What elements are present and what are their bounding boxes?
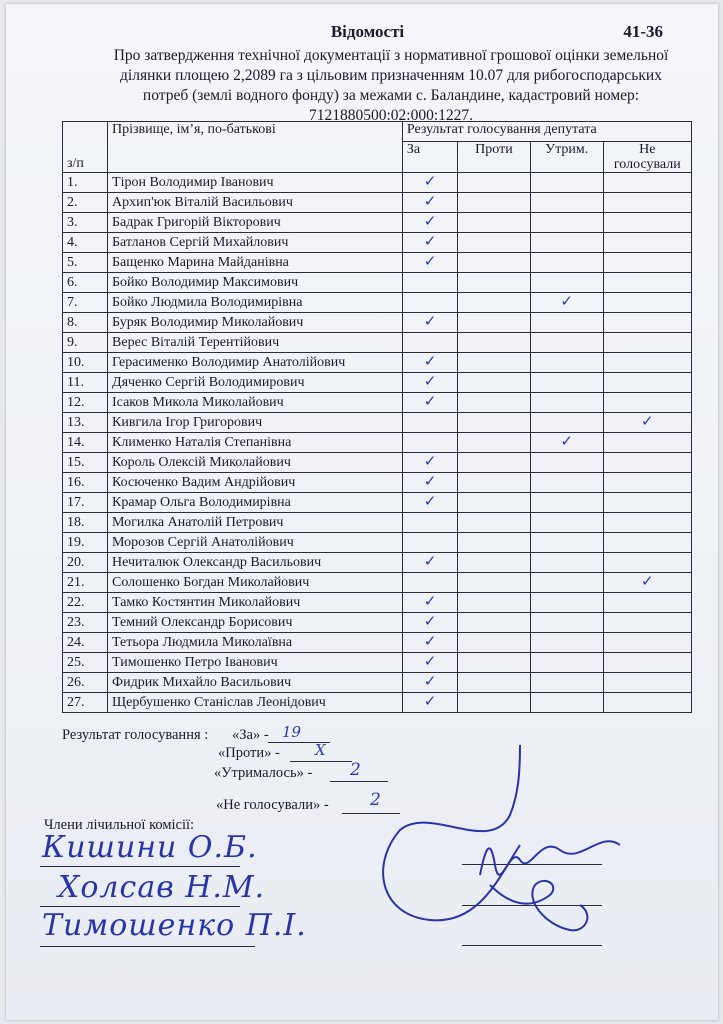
vote-cell-for [402, 633, 457, 653]
signature-line-2 [40, 906, 240, 907]
vote-cell-against [458, 293, 531, 313]
row-name: Фидрик Михайло Васильович [108, 673, 403, 693]
row-number: 8. [63, 313, 108, 333]
row-number: 6. [63, 273, 108, 293]
checkmark-icon: ✓ [423, 612, 437, 630]
vote-cell-against [458, 653, 531, 673]
checkmark-icon: ✓ [423, 672, 437, 690]
row-number: 24. [63, 633, 108, 653]
signature-line-3 [40, 946, 255, 947]
vote-cell-for [402, 693, 457, 713]
row-name: Буряк Володимир Миколайович [108, 313, 403, 333]
summary-novote-label: «Не голосували» - [216, 797, 329, 813]
table-row [63, 633, 692, 653]
vote-cell-novote [603, 413, 691, 433]
table-row [63, 533, 692, 553]
vote-cell-for [402, 413, 457, 433]
table-row [63, 353, 692, 373]
vote-cell-against [458, 453, 531, 473]
vote-cell-novote [603, 293, 691, 313]
vote-cell-novote [603, 273, 691, 293]
vote-cell-against [458, 613, 531, 633]
vote-cell-against [458, 533, 531, 553]
vote-cell-against [458, 493, 531, 513]
commission-signature-1: Кишини О.Б. [42, 830, 258, 865]
row-number: 13. [63, 413, 108, 433]
row-name: Тимошенко Петро Іванович [108, 653, 403, 673]
row-number: 2. [63, 193, 108, 213]
vote-cell-against [458, 173, 531, 193]
table-row [63, 553, 692, 573]
row-number: 26. [63, 673, 108, 693]
vote-cell-novote [603, 633, 691, 653]
checkmark-icon: ✓ [641, 572, 654, 590]
row-number: 11. [63, 373, 108, 393]
vote-cell-abstain [530, 173, 603, 193]
vote-cell-abstain [530, 493, 603, 513]
vote-cell-novote [603, 533, 691, 553]
vote-cell-for [402, 673, 457, 693]
vote-cell-abstain [530, 333, 603, 353]
row-name: Батланов Сергій Михайлович [108, 233, 403, 253]
table-row [63, 213, 692, 233]
row-number: 9. [63, 333, 108, 353]
vote-cell-novote [603, 373, 691, 393]
vote-cell-novote [603, 173, 691, 193]
checkmark-icon: ✓ [423, 212, 437, 230]
vote-cell-novote [603, 573, 691, 593]
checkmark-icon: ✓ [423, 552, 437, 570]
vote-cell-novote [603, 673, 691, 693]
vote-cell-novote [603, 593, 691, 613]
vote-cell-novote [603, 233, 691, 253]
vote-cell-for [402, 393, 457, 413]
checkmark-icon: ✓ [423, 352, 437, 370]
vote-cell-novote [603, 473, 691, 493]
table-row [63, 693, 692, 713]
vote-cell-abstain [530, 433, 603, 453]
row-number: 25. [63, 653, 108, 673]
vote-cell-abstain [530, 453, 603, 473]
row-name: Верес Віталій Терентійович [108, 333, 403, 353]
summary-against-line [290, 761, 352, 762]
row-name: Бойко Володимир Максимович [108, 273, 403, 293]
vote-cell-for [402, 473, 457, 493]
row-name: Тірон Володимир Іванович [108, 173, 403, 193]
vote-cell-novote [603, 493, 691, 513]
vote-cell-novote [603, 453, 691, 473]
summary-for-label: «За» - [232, 727, 269, 743]
row-name: Солошенко Богдан Миколайович [108, 573, 403, 593]
vote-cell-novote [603, 693, 691, 713]
vote-cell-novote [603, 313, 691, 333]
document-subtitle: Про затвердження технічної документації з нормативної грошової оцінки земельної ділянки площею 2,2089 га з цільовим призначенням 10.07 для рибогосподарських потреб (землі водного фонду) за межами с. Баландине, кадастровий номер: 7121880500:02:000:1227. [113, 47, 669, 124]
vote-cell-for [402, 313, 457, 333]
vote-cell-for [402, 453, 457, 473]
signature-stroke-lower [490, 881, 587, 930]
vote-cell-against [458, 313, 531, 333]
vote-cell-for [402, 613, 457, 633]
vote-cell-against [458, 433, 531, 453]
vote-cell-novote [603, 193, 691, 213]
vote-cell-for [402, 653, 457, 673]
row-name: Косюченко Вадим Андрійович [108, 473, 403, 493]
vote-cell-against [458, 333, 531, 353]
commission-signature-3: Тимошенко П.І. [42, 908, 307, 943]
vote-cell-against [458, 473, 531, 493]
col-for-header: За [402, 142, 457, 173]
col-num-header: з/п [63, 122, 108, 173]
row-name: Герасименко Володимир Анатолійович [108, 353, 403, 373]
checkmark-icon: ✓ [423, 652, 437, 670]
table-row [63, 333, 692, 353]
checkmark-icon: ✓ [423, 172, 437, 190]
vote-cell-abstain [530, 413, 603, 433]
row-number: 14. [63, 433, 108, 453]
vote-cell-novote [603, 653, 691, 673]
table-row [63, 453, 692, 473]
table-row [63, 653, 692, 673]
vote-cell-against [458, 353, 531, 373]
row-name: Бащенко Марина Майданівна [108, 253, 403, 273]
vote-cell-against [458, 213, 531, 233]
vote-cell-abstain [530, 293, 603, 313]
row-name: Дяченко Сергій Володимирович [108, 373, 403, 393]
row-number: 20. [63, 553, 108, 573]
summary-novote-value: 2 [370, 790, 381, 810]
row-number: 3. [63, 213, 108, 233]
table-row [63, 253, 692, 273]
table-row [63, 273, 692, 293]
vote-cell-novote [603, 613, 691, 633]
vote-cell-abstain [530, 673, 603, 693]
vote-cell-novote [603, 253, 691, 273]
vote-cell-abstain [530, 533, 603, 553]
vote-cell-against [458, 693, 531, 713]
vote-cell-novote [603, 553, 691, 573]
vote-cell-against [458, 513, 531, 533]
vote-cell-novote [603, 393, 691, 413]
row-number: 27. [63, 693, 108, 713]
row-name: Ісаков Микола Миколайович [108, 393, 403, 413]
summary-against-label: «Проти» - [218, 745, 280, 761]
col-result-header: Результат голосування депутата [402, 122, 691, 142]
vote-cell-novote [603, 213, 691, 233]
vote-cell-against [458, 553, 531, 573]
col-abstain-header: Утрим. [530, 142, 603, 173]
vote-cell-abstain [530, 253, 603, 273]
checkmark-icon: ✓ [641, 412, 654, 430]
row-number: 1. [63, 173, 108, 193]
vote-cell-against [458, 573, 531, 593]
checkmark-icon: ✓ [423, 492, 437, 510]
vote-cell-against [458, 393, 531, 413]
checkmark-icon: ✓ [423, 392, 437, 410]
vote-cell-abstain [530, 573, 603, 593]
checkmark-icon: ✓ [560, 292, 573, 310]
row-number: 15. [63, 453, 108, 473]
vote-cell-for [402, 553, 457, 573]
vote-cell-abstain [530, 373, 603, 393]
vote-cell-abstain [530, 213, 603, 233]
row-name: Морозов Сергій Анатолійович [108, 533, 403, 553]
row-name: Тамко Костянтин Миколайович [108, 593, 403, 613]
checkmark-icon: ✓ [423, 312, 437, 330]
vote-cell-for [402, 293, 457, 313]
vote-cell-for [402, 353, 457, 373]
handwritten-signatures [370, 735, 670, 965]
vote-cell-abstain [530, 473, 603, 493]
vote-cell-for [402, 233, 457, 253]
vote-cell-for [402, 593, 457, 613]
vote-cell-for [402, 193, 457, 213]
row-name: Кивгила Ігор Григорович [108, 413, 403, 433]
vote-cell-for [402, 573, 457, 593]
document-title: Відомості [330, 22, 405, 41]
summary-abstain-value: 2 [350, 760, 361, 780]
checkmark-icon: ✓ [423, 192, 437, 210]
vote-cell-for [402, 213, 457, 233]
vote-cell-against [458, 673, 531, 693]
vote-cell-novote [603, 353, 691, 373]
table-row [63, 593, 692, 613]
table-row [63, 673, 692, 693]
vote-cell-novote [603, 433, 691, 453]
vote-cell-against [458, 193, 531, 213]
vote-cell-for [402, 173, 457, 193]
row-name: Бойко Людмила Володимирівна [108, 293, 403, 313]
row-name: Нечиталюк Олександр Васильович [108, 553, 403, 573]
table-row [63, 413, 692, 433]
vote-cell-abstain [530, 313, 603, 333]
vote-cell-for [402, 373, 457, 393]
col-against-header: Проти [458, 142, 531, 173]
row-name: Щербушенко Станіслав Леонідович [108, 693, 403, 713]
table-row [63, 433, 692, 453]
vote-cell-abstain [530, 653, 603, 673]
document-number: 41-36 [623, 22, 663, 41]
row-name: Король Олексій Миколайович [108, 453, 403, 473]
vote-cell-abstain [530, 393, 603, 413]
vote-cell-for [402, 333, 457, 353]
row-number: 19. [63, 533, 108, 553]
vote-cell-against [458, 273, 531, 293]
row-name: Темний Олександр Борисович [108, 613, 403, 633]
table-row [63, 233, 692, 253]
col-name-header: Прізвище, ім’я, по-батькові [108, 122, 403, 173]
vote-cell-for [402, 253, 457, 273]
voting-table [62, 121, 692, 713]
vote-cell-abstain [530, 613, 603, 633]
vote-cell-abstain [530, 633, 603, 653]
vote-cell-abstain [530, 513, 603, 533]
table-row [63, 513, 692, 533]
checkmark-icon: ✓ [423, 692, 437, 710]
vote-cell-abstain [530, 193, 603, 213]
row-number: 18. [63, 513, 108, 533]
vote-cell-against [458, 633, 531, 653]
row-number: 7. [63, 293, 108, 313]
checkmark-icon: ✓ [423, 472, 437, 490]
vote-cell-novote [603, 333, 691, 353]
row-name: Бадрак Григорій Вікторович [108, 213, 403, 233]
summary-against-value: X [315, 741, 326, 759]
checkmark-icon: ✓ [423, 252, 437, 270]
table-row [63, 393, 692, 413]
checkmark-icon: ✓ [423, 232, 437, 250]
table-row [63, 313, 692, 333]
vote-cell-abstain [530, 233, 603, 253]
vote-cell-novote [603, 513, 691, 533]
row-number: 5. [63, 253, 108, 273]
checkmark-icon: ✓ [423, 452, 437, 470]
table-row [63, 493, 692, 513]
summary-for-value: 19 [282, 723, 302, 741]
table-row [63, 473, 692, 493]
row-name: Архип'юк Віталій Васильович [108, 193, 403, 213]
vote-cell-abstain [530, 693, 603, 713]
row-name: Крамар Ольга Володимирівна [108, 493, 403, 513]
vote-cell-for [402, 513, 457, 533]
vote-cell-against [458, 413, 531, 433]
vote-cell-abstain [530, 273, 603, 293]
summary-label: Результат голосування : [62, 727, 209, 743]
vote-cell-abstain [530, 593, 603, 613]
summary-abstain-label: «Утрималось» - [214, 765, 313, 781]
table-row [63, 573, 692, 593]
row-name: Клименко Наталія Степанівна [108, 433, 403, 453]
vote-cell-for [402, 273, 457, 293]
table-row [63, 193, 692, 213]
col-novote-header: Не голосували [603, 142, 691, 173]
row-name: Могилка Анатолій Петрович [108, 513, 403, 533]
vote-cell-for [402, 533, 457, 553]
row-number: 16. [63, 473, 108, 493]
row-number: 4. [63, 233, 108, 253]
checkmark-icon: ✓ [423, 592, 437, 610]
signature-line-1 [40, 866, 240, 867]
checkmark-icon: ✓ [423, 372, 437, 390]
vote-cell-for [402, 493, 457, 513]
row-name: Тетьора Людмила Миколаївна [108, 633, 403, 653]
vote-cell-against [458, 373, 531, 393]
row-number: 10. [63, 353, 108, 373]
row-number: 17. [63, 493, 108, 513]
table-row [63, 613, 692, 633]
table-row [63, 373, 692, 393]
checkmark-icon: ✓ [560, 432, 573, 450]
row-number: 21. [63, 573, 108, 593]
table-row [63, 293, 692, 313]
row-number: 12. [63, 393, 108, 413]
vote-cell-against [458, 253, 531, 273]
vote-cell-for [402, 433, 457, 453]
vote-cell-against [458, 233, 531, 253]
commission-signature-2: Холсав Н.М. [58, 870, 266, 905]
row-number: 22. [63, 593, 108, 613]
vote-cell-abstain [530, 353, 603, 373]
vote-cell-against [458, 593, 531, 613]
row-number: 23. [63, 613, 108, 633]
commission-label: Члени лічильної комісії: [44, 817, 195, 833]
table-row [63, 173, 692, 193]
checkmark-icon: ✓ [423, 632, 437, 650]
vote-cell-abstain [530, 553, 603, 573]
signature-stroke-upper [480, 841, 620, 875]
